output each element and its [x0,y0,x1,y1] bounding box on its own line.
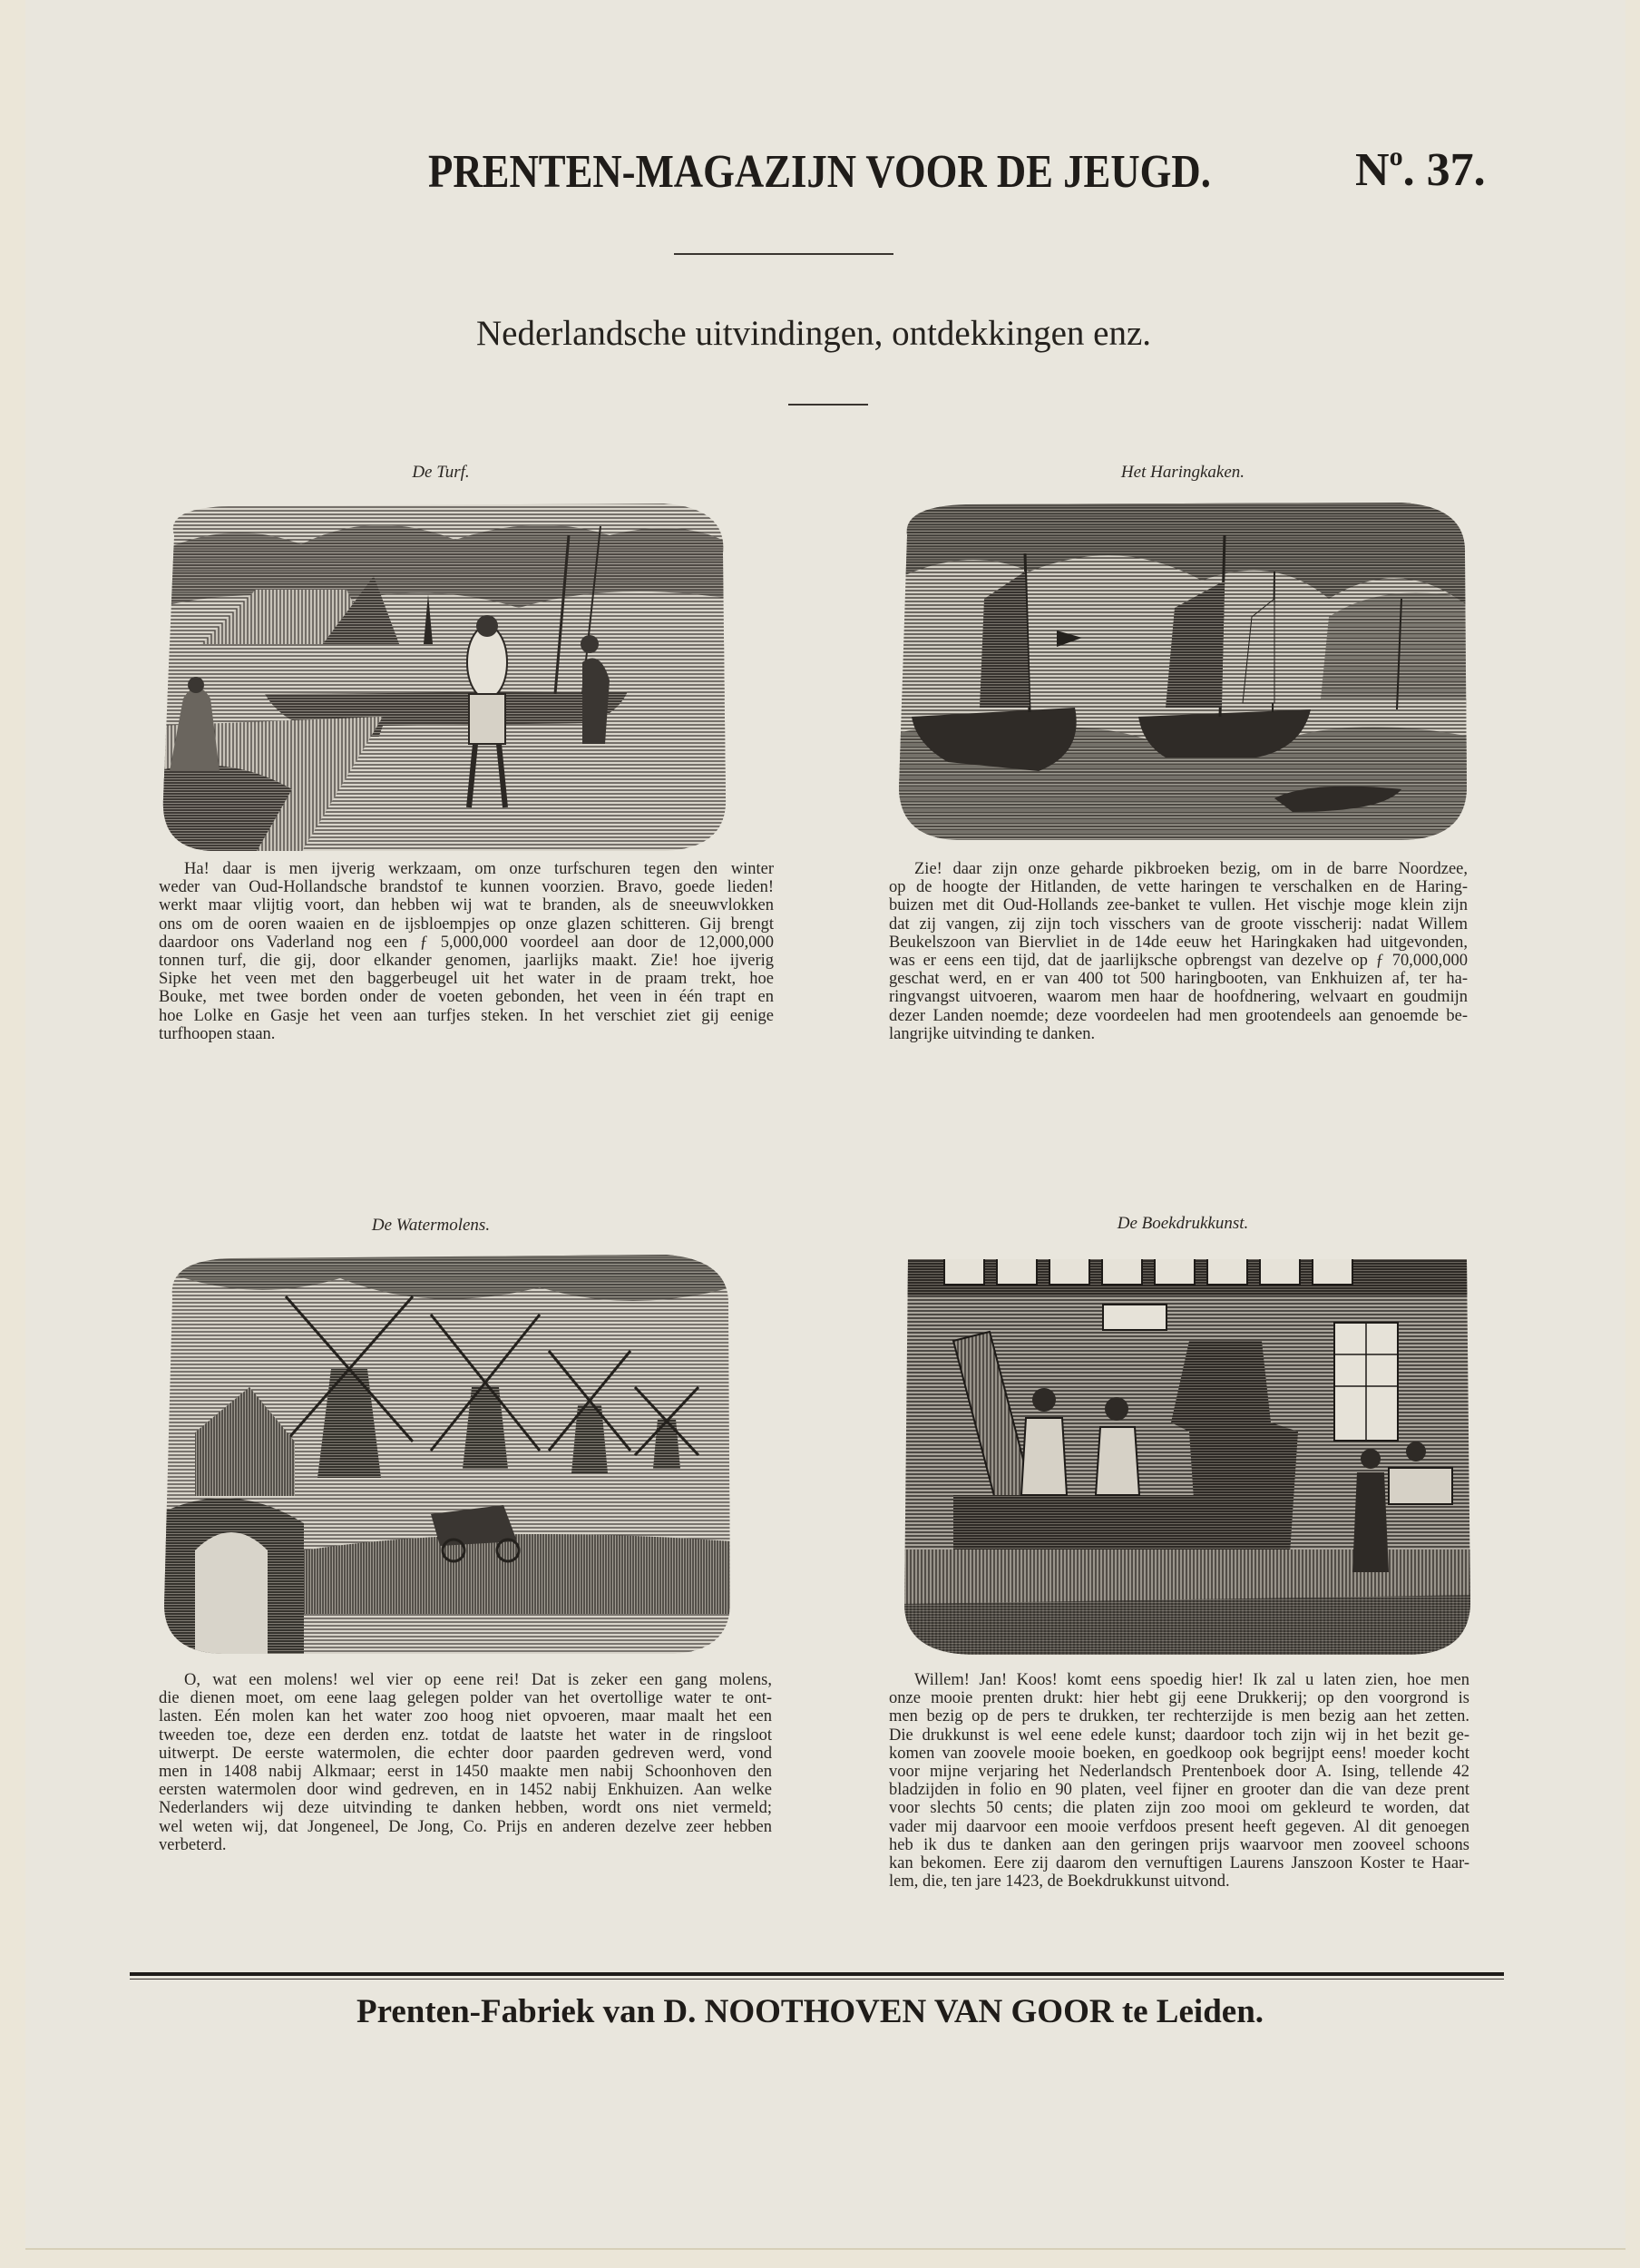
text-line: bladzijden in folio en 90 platen, veel fijner en grooter dan die van deze prent [889,1781,1469,1800]
text-line: kan bekomen. Eere zij daarom den vernuftigen Laurens Janszoon Koster te Haar- [889,1854,1469,1873]
text-line: dezer Landen noemde; deze voordeelen had men grootendeels aan genoemde be- [889,1006,1468,1025]
engraving-herring-fleet [893,499,1470,842]
engraving-windmills [159,1251,732,1656]
text-line: weder van Oud-Hollandsche brandstof te kunnen voorzien. Bravo, goede lieden! [159,878,774,897]
text-line: Sipke het veen met den baggerbeugel uit het water in de praam trekt, hoe [159,970,774,989]
text-line: wel weten wij, dat Jongeneel, De Jong, Co. Prijs en anderen dezelve zeer hebben [159,1817,772,1836]
text-line: uitwerpt. De eerste watermolen, die echter door paarden gedreven werd, vond [159,1744,772,1763]
text-line: men in 1408 nabij Alkmaar; eerst in 1450 maakte men nabij Schoonhoven den [159,1763,772,1782]
text-line: vader mij daarvoor een mooie verfdoos present heeft gegeven. Al dit genoegen [889,1817,1469,1836]
text-line: daardoor ons Vaderland nog een ƒ 5,000,000 voordeel aan door de 12,000,000 [159,933,774,952]
page-title: PRENTEN-MAGAZIJN VOOR DE JEUGD. [428,146,1211,198]
footer-rule-thick [130,1972,1504,1976]
number-sup: o [1389,142,1403,171]
text-line: O, wat een molens! wel vier op eene rei! Dat is zeker een gang molens, [184,1671,772,1689]
publisher-imprint: Prenten-Fabriek van D. NOOTHOVEN VAN GOOR te Leiden. [356,1993,1264,2030]
text-line: Die drukkunst is wel eene edele kunst; daardoor toch zijn wij in het bezit ge- [889,1725,1469,1745]
text-line: voor mijne verjaring het Nederlandsch Prentenboek door A. Ising, tellende 42 [889,1763,1469,1782]
text-line: geschat werd, en er van 400 tot 500 haringbooten, van Enkhuizen af, ter ha- [889,970,1468,989]
engraving-peat-cutting [156,499,731,853]
text-line: op de hoogte der Hitlanden, de vette haringen te verschalken en de Haring- [889,878,1468,897]
text-line: lem, die, ten jare 1423, de Boekdrukkunst uitvond. [889,1872,1230,1892]
text-line: ons om de ooren waaien en de ijsbloempjes op onze glazen schitteren. Gij brengt [159,914,774,934]
text-line: tonnen turf, die gij, door elkander genomen, jaarlijks maakt. Zie! hoe ijverig [159,952,774,971]
caption-de-turf: De Turf. [412,463,470,482]
subtitle: Nederlandsche uitvindingen, ontdekkingen enz. [475,314,1152,353]
text-line: hoe Lolke en Gasje het veen aan turfjes steken. In het verschiet ziet gij eenige [159,1006,774,1025]
text-line: men bezig op de pers te drukken, ter rechterzijde is men bezig aan het zetten. [889,1707,1469,1726]
text-line: was er eens een tijd, dat de jaarlijksche opbrengst van dezelve op ƒ 70,000,000 [889,952,1468,971]
text-line: Bouke, met twee borden onder de voeten gebonden, het veen in één trapt en [159,988,774,1007]
text-line: lasten. Eén molen kan het water zoo hoog niet opvoeren, maar maalt het een [159,1707,772,1726]
text-line: Beukelszoon van Biervliet in de 14de eeuw het Haringkaken had uitgevonden, [889,933,1468,952]
text-line: tweeden toe, deze een derden enz. totdat de laatste het water in de ringsloot [159,1725,772,1745]
text-line: werkt maar vlijtig voort, dan hebben wij wat te branden, als de sneeuwvlokken [159,896,774,915]
text-boekdrukkunst [889,1671,1469,1891]
footer-rule-thin [130,1979,1504,1980]
text-haringkaken [889,860,1468,1043]
text-line: ringvangst uitvoeren, waarom men haar de hoofdnering, welvaart en goudmijn [889,988,1468,1007]
text-line: buizen met dit Oud-Hollands zee-banket te vullen. Het vischje moge klein zijn [889,896,1468,915]
text-line: Willem! Jan! Koos! komt eens spoedig hier! Ik zal u laten zien, hoe men [914,1671,1469,1689]
text-line: onze mooie prenten drukt: hier hebt gij eene Drukkerij; op den voorgrond is [889,1689,1469,1708]
text-line: dat zij vangen, zij zijn toch visschers van de groote visscherij: nadat Willem [889,914,1468,934]
text-line: eersten watermolen door wind gedreven, en in 1452 nabij Enkhuizen. Aan welke [159,1781,772,1800]
subtitle-divider [788,404,868,406]
text-line: langrijke uitvinding te danken. [889,1024,1096,1043]
text-line: Zie! daar zijn onze geharde pikbroeken bezig, om in de barre Noordzee, [914,860,1468,878]
title-divider [674,253,893,255]
text-line: turfhoopen staan. [159,1024,276,1043]
number-value: . 37. [1402,144,1486,196]
caption-haringkaken: Het Haringkaken. [1120,463,1245,482]
text-line: verbeterd. [159,1835,227,1854]
text-line: Nederlanders wij deze uitvinding te danken hebben, wordt ons niet vermeld; [159,1799,772,1818]
text-line: die dienen moet, om eene laag gelegen polder van het overtollige water te ont- [159,1689,772,1708]
caption-boekdrukkunst: De Boekdrukkunst. [1117,1214,1249,1233]
text-watermolens [159,1671,772,1854]
text-line: heb ik dus te danken aan den geringen prijs waarvoor men zooveel schoons [889,1835,1469,1854]
text-line: komen van zoovele mooie boeken, en goedkoop ook begrijpt eens! moeder kocht [889,1744,1469,1763]
caption-watermolens: De Watermolens. [371,1216,491,1235]
text-de-turf [159,860,774,1043]
issue-number [1355,143,1486,197]
text-line: Ha! daar is men ijverig werkzaam, om onze turfschuren tegen den winter [184,860,774,878]
engraving-printing-shop [899,1241,1476,1657]
text-line: voor slechts 50 cents; die platen zijn zoo mooi om gekleurd te worden, dat [889,1799,1469,1818]
number-prefix: N [1355,144,1390,196]
